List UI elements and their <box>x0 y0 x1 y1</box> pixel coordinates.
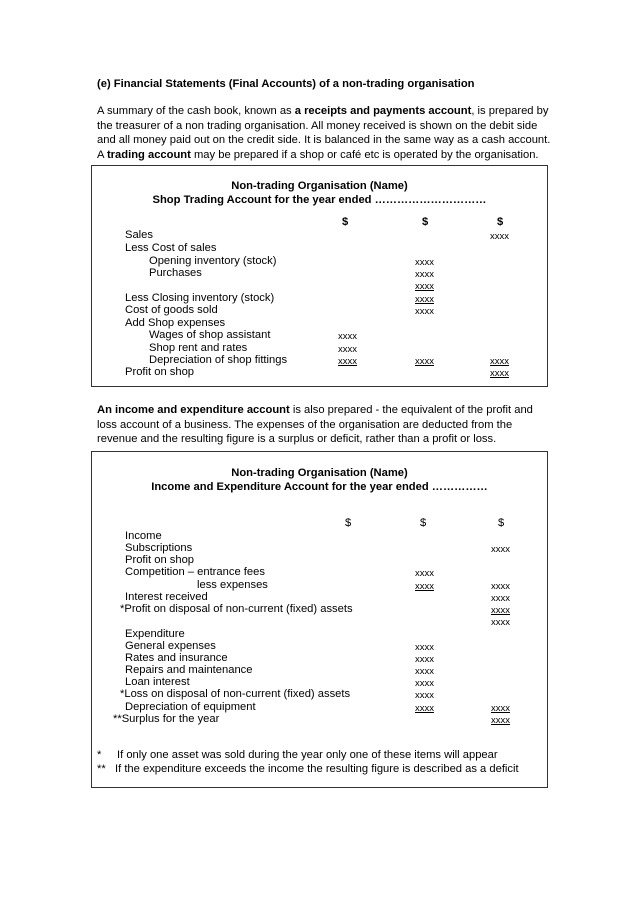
trading-value: xxxx <box>490 368 509 379</box>
intro-bold-2: trading account <box>106 148 191 161</box>
ie-intro-bold: An income and expenditure account <box>97 404 290 416</box>
trading-row-label: Purchases <box>149 267 202 279</box>
trading-title-1: Non-trading Organisation (Name) <box>231 180 408 192</box>
footnote-text: If only one asset was sold during the year only one of these items will appear <box>117 749 498 761</box>
ie-row-label: **Surplus for the year <box>113 713 220 725</box>
ie-intro-paragraph <box>97 403 552 447</box>
footnote-text: If the expenditure exceeds the income the resulting figure is described as a deficit <box>115 763 519 775</box>
ie-value: xxxx <box>415 581 434 592</box>
ie-row-label: Depreciation of equipment <box>125 701 256 713</box>
ie-value: xxxx <box>415 703 434 714</box>
trading-value: xxxx <box>490 356 509 367</box>
trading-row-label: Shop rent and rates <box>149 342 248 354</box>
ie-col-header: $ <box>498 517 505 529</box>
trading-col-header: $ <box>497 216 504 228</box>
intro-bold-1: a receipts and payments account <box>294 105 472 117</box>
trading-value: xxxx <box>338 331 357 342</box>
ie-row-label: *Profit on disposal of non-current (fixed) assets <box>120 603 353 615</box>
ie-value: xxxx <box>415 690 434 701</box>
ie-row-label: Loan interest <box>125 676 190 688</box>
intro-text-3: may be prepared if a shop or café etc is operated by the organisation. <box>190 148 539 161</box>
trading-row-label: Add Shop expenses <box>125 317 226 329</box>
footnote-marker: * <box>97 749 102 761</box>
ie-col-header: $ <box>420 517 427 529</box>
ie-row-label: Profit on shop <box>125 554 195 566</box>
ie-value: xxxx <box>491 617 510 628</box>
trading-row-label: Wages of shop assistant <box>149 329 271 341</box>
intro-text-2: , is prepared by the treasurer of a non trading organisation. All money received is shown on the debit side and all money paid out on the credit side. It is balanced in the same way as a cash account. A <box>97 105 551 161</box>
trading-row-label: Opening inventory (stock) <box>149 255 277 267</box>
ie-account-box <box>91 451 548 788</box>
trading-row-label: Depreciation of shop fittings <box>149 354 288 366</box>
ie-value: xxxx <box>491 703 510 714</box>
ie-row-label: Repairs and maintenance <box>125 664 253 676</box>
ie-value: xxxx <box>415 678 434 689</box>
intro-paragraph <box>97 104 552 162</box>
ie-row-label: General expenses <box>125 640 216 652</box>
trading-row-label: Sales <box>125 229 153 241</box>
trading-value: xxxx <box>415 257 434 268</box>
section-heading: (e) Financial Statements (Final Accounts) of a non-trading organisation <box>97 78 475 90</box>
ie-value: xxxx <box>415 642 434 653</box>
ie-value: xxxx <box>491 581 510 592</box>
ie-value: xxxx <box>415 666 434 677</box>
ie-row-label: Subscriptions <box>125 542 193 554</box>
ie-value: xxxx <box>491 593 510 604</box>
trading-value: xxxx <box>415 281 434 292</box>
trading-value: xxxx <box>415 294 434 305</box>
ie-col-header: $ <box>345 517 352 529</box>
trading-value: xxxx <box>338 344 357 355</box>
ie-row-label: Rates and insurance <box>125 652 228 664</box>
trading-value: xxxx <box>415 269 434 280</box>
ie-value: xxxx <box>415 654 434 665</box>
trading-value: xxxx <box>415 306 434 317</box>
ie-row-label: less expenses <box>197 579 268 591</box>
intro-text-1: A summary of the cash book, known as <box>97 105 295 117</box>
ie-row-label: Competition – entrance fees <box>125 566 265 578</box>
ie-row-label: Income <box>125 530 162 542</box>
ie-row-label: Interest received <box>125 591 208 603</box>
trading-row-label: Less Closing inventory (stock) <box>125 292 275 304</box>
ie-value: xxxx <box>491 544 510 555</box>
ie-title-2: Income and Expenditure Account for the year ended …………… <box>151 481 488 493</box>
trading-title-2: Shop Trading Account for the year ended ………………………… <box>152 194 487 206</box>
ie-title-1: Non-trading Organisation (Name) <box>231 467 408 479</box>
trading-row-label: Less Cost of sales <box>125 242 217 254</box>
trading-col-header: $ <box>342 216 349 228</box>
trading-value: xxxx <box>338 356 357 367</box>
ie-value: xxxx <box>491 715 510 726</box>
trading-row-label: Profit on shop <box>125 366 195 378</box>
ie-value: xxxx <box>415 568 434 579</box>
trading-value: xxxx <box>415 356 434 367</box>
trading-value: xxxx <box>490 231 509 242</box>
trading-account-box <box>91 165 548 387</box>
trading-col-header: $ <box>422 216 429 228</box>
ie-row-label: Expenditure <box>125 628 185 640</box>
ie-intro-text: is also prepared - the equivalent of the profit and loss account of a business. The expenses of the organisation are deducted from the revenue and the resulting figure is a surplus or deficit, rather than a profit or loss. <box>97 404 533 445</box>
ie-row-label: *Loss on disposal of non-current (fixed) assets <box>120 688 351 700</box>
ie-value: xxxx <box>491 605 510 616</box>
footnote-marker: ** <box>97 763 106 775</box>
trading-row-label: Cost of goods sold <box>125 304 218 316</box>
